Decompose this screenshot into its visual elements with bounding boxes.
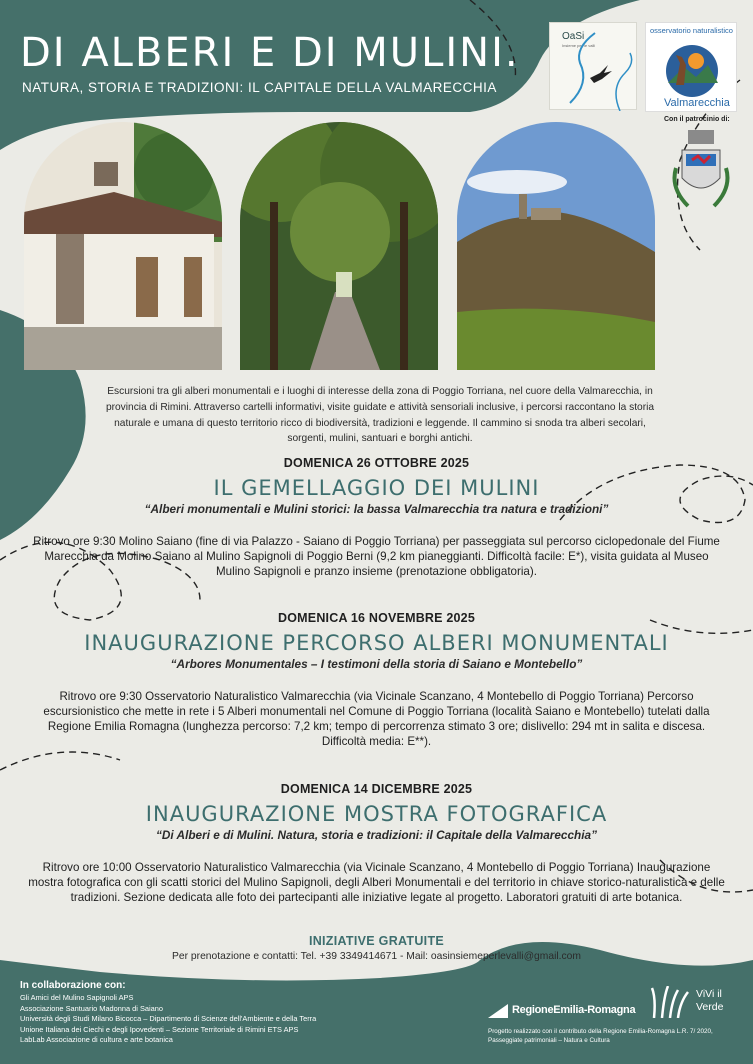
list-item: Università degli Studi Milano Bicocca – Dipartimento di Scienze dell'Ambiente e della Terra: [20, 1014, 317, 1023]
osservatorio-logo: [645, 22, 737, 112]
event-3: [0, 782, 753, 905]
vivi-il-verde-logo: [650, 986, 740, 1020]
bird-icon: [550, 23, 638, 111]
funding-note: Progetto realizzato con il contributo della Regione Emilia-Romagna L.R. 7/ 2020, Passeggiate patrimoniali – Natura e Cultura: [488, 1028, 713, 1044]
oasi-logo-name: OaSi: [562, 31, 585, 42]
regione-logo: [488, 996, 638, 1022]
collaboration-title: In collaborazione con:: [20, 980, 126, 991]
contact-info: Per prenotazione e contatti: Tel. +39 3349414671 - Mail: oasinsiemeperlevalli@gmail.com: [172, 951, 581, 962]
photo-tree-lined-road: [240, 122, 438, 370]
osservatorio-logo-place: Valmarecchia: [664, 97, 730, 109]
photo-castle-hill: [457, 122, 655, 370]
event-subtitle: “Di Alberi e di Mulini. Natura, storia e tradizioni: il Capitale della Valmarecchia”: [156, 828, 597, 842]
event-date: DOMENICA 26 OTTOBRE 2025: [283, 456, 470, 470]
intro-text: Escursioni tra gli alberi monumentali e i luoghi di interesse della zona di Poggio Torriana, nel cuore della Valmarecchia, in provincia di Rimini. Attraverso cartelli informativi, visite guidate e attività sensoriali inclusive, i percorsi raccontano la storia naturale e umana di questo territorio ricco di biodiversità, tradizioni e leggende. Il cammino si snoda tra alberi secolari, sorgenti, mulini, santuari e borghi antichi.: [105, 386, 655, 445]
photo-mill-building: [24, 122, 222, 370]
vivi-il-verde-text: [696, 988, 723, 1014]
oasi-logo-tagline: Insieme per le valli: [562, 43, 596, 48]
poster-title: DI ALBERI E DI MULINI.: [20, 30, 520, 76]
osservatorio-logo-name: osservatorio naturalistico: [650, 26, 733, 35]
event-description: Ritrovo ore 9:30 Molino Saiano (fine di via Palazzo - Saiano di Poggio Torriana) per passeggiata sul percorso ciclopedonale del Fiume Marecchia da Molino Saiano al Mulino Sapignoli di Poggio Berni (9,2 km pianeggianti. Difficoltà facile: E*), visita guidata al Museo Mulino Sapignoli e pranzo insieme (prenotazione obbligatoria).: [33, 535, 720, 578]
event-title: IL GEMELLAGGIO DEI MULINI: [213, 476, 540, 500]
event-subtitle: “Arbores Monumentales – I testimoni della storia di Saiano e Montebello”: [170, 657, 583, 671]
free-events-label: INIZIATIVE GRATUITE: [308, 934, 445, 948]
event-description: Ritrovo ore 9:30 Osservatorio Naturalistico Valmarecchia (via Vicinale Scanzano, 4 Montebello di Poggio Torriana) Percorso escursionistico che mette in rete i 5 Alberi monumentali nel Comune di Poggio Torriana (località Saiano e Montebello) tutelati dalla Regione Emilia Romagna (lunghezza percorso: 7,2 km; tempo di percorrenza stimato 3 ore; dislivello: 294 mt in salita e discesa. Difficoltà media: E**).: [43, 690, 710, 748]
event-subtitle: “Alberi monumentali e Mulini storici: la bassa Valmarecchia tra natura e tradizioni”: [144, 502, 609, 516]
event-description: Ritrovo ore 10:00 Osservatorio Naturalistico Valmarecchia (via Vicinale Scanzano, 4 Montebello di Poggio Torriana) Inaugurazione mostra fotografica con gli scatti storici del Mulino Sapignoli, degli Alberi Monumentali e del territorio in chiave storico-naturalistica e delle tradizioni. Sezione dedicata alle foto dei partecipanti alle iniziative legate al progetto. Laboratori gratuiti di arte botanica.: [28, 861, 725, 904]
municipal-crest-icon: [668, 128, 734, 218]
event-title: INAUGURAZIONE PERCORSO ALBERI MONUMENTALI: [84, 631, 669, 655]
event-1: [0, 456, 753, 579]
event-title: INAUGURAZIONE MOSTRA FOTOGRAFICA: [145, 802, 608, 826]
list-item: Unione Italiana dei Ciechi e degli Ipovedenti – Sezione Territoriale di Rimini ETS APS: [20, 1024, 299, 1034]
list-item: Associazione Santuario Madonna di Saiano: [20, 1003, 163, 1013]
oasi-logo: [549, 22, 637, 110]
regione-name: RegioneEmilia-Romagna: [512, 1004, 636, 1016]
event-date: DOMENICA 16 NOVEMBRE 2025: [278, 611, 475, 625]
patrocinio-label: Con il patrocinio di:: [664, 116, 730, 123]
list-item: Gli Amici del Mulino Sapignoli APS: [20, 993, 134, 1002]
event-date: DOMENICA 14 DICEMBRE 2025: [280, 782, 473, 796]
list-item: LabLab Associazione di cultura e arte botanica: [20, 1035, 173, 1044]
regione-flag-icon: [488, 1004, 508, 1018]
poster-subtitle: NATURA, STORIA E TRADIZIONI: IL CAPITALE DELLA VALMARECCHIA: [22, 80, 497, 95]
dashed-trail-5: [0, 752, 120, 770]
vivi-line1: ViVi il: [696, 988, 722, 1000]
event-2: [0, 611, 753, 749]
collaboration-list: [20, 993, 400, 1046]
grass-icon: [650, 986, 692, 1018]
vivi-line2: Verde: [696, 1001, 724, 1013]
